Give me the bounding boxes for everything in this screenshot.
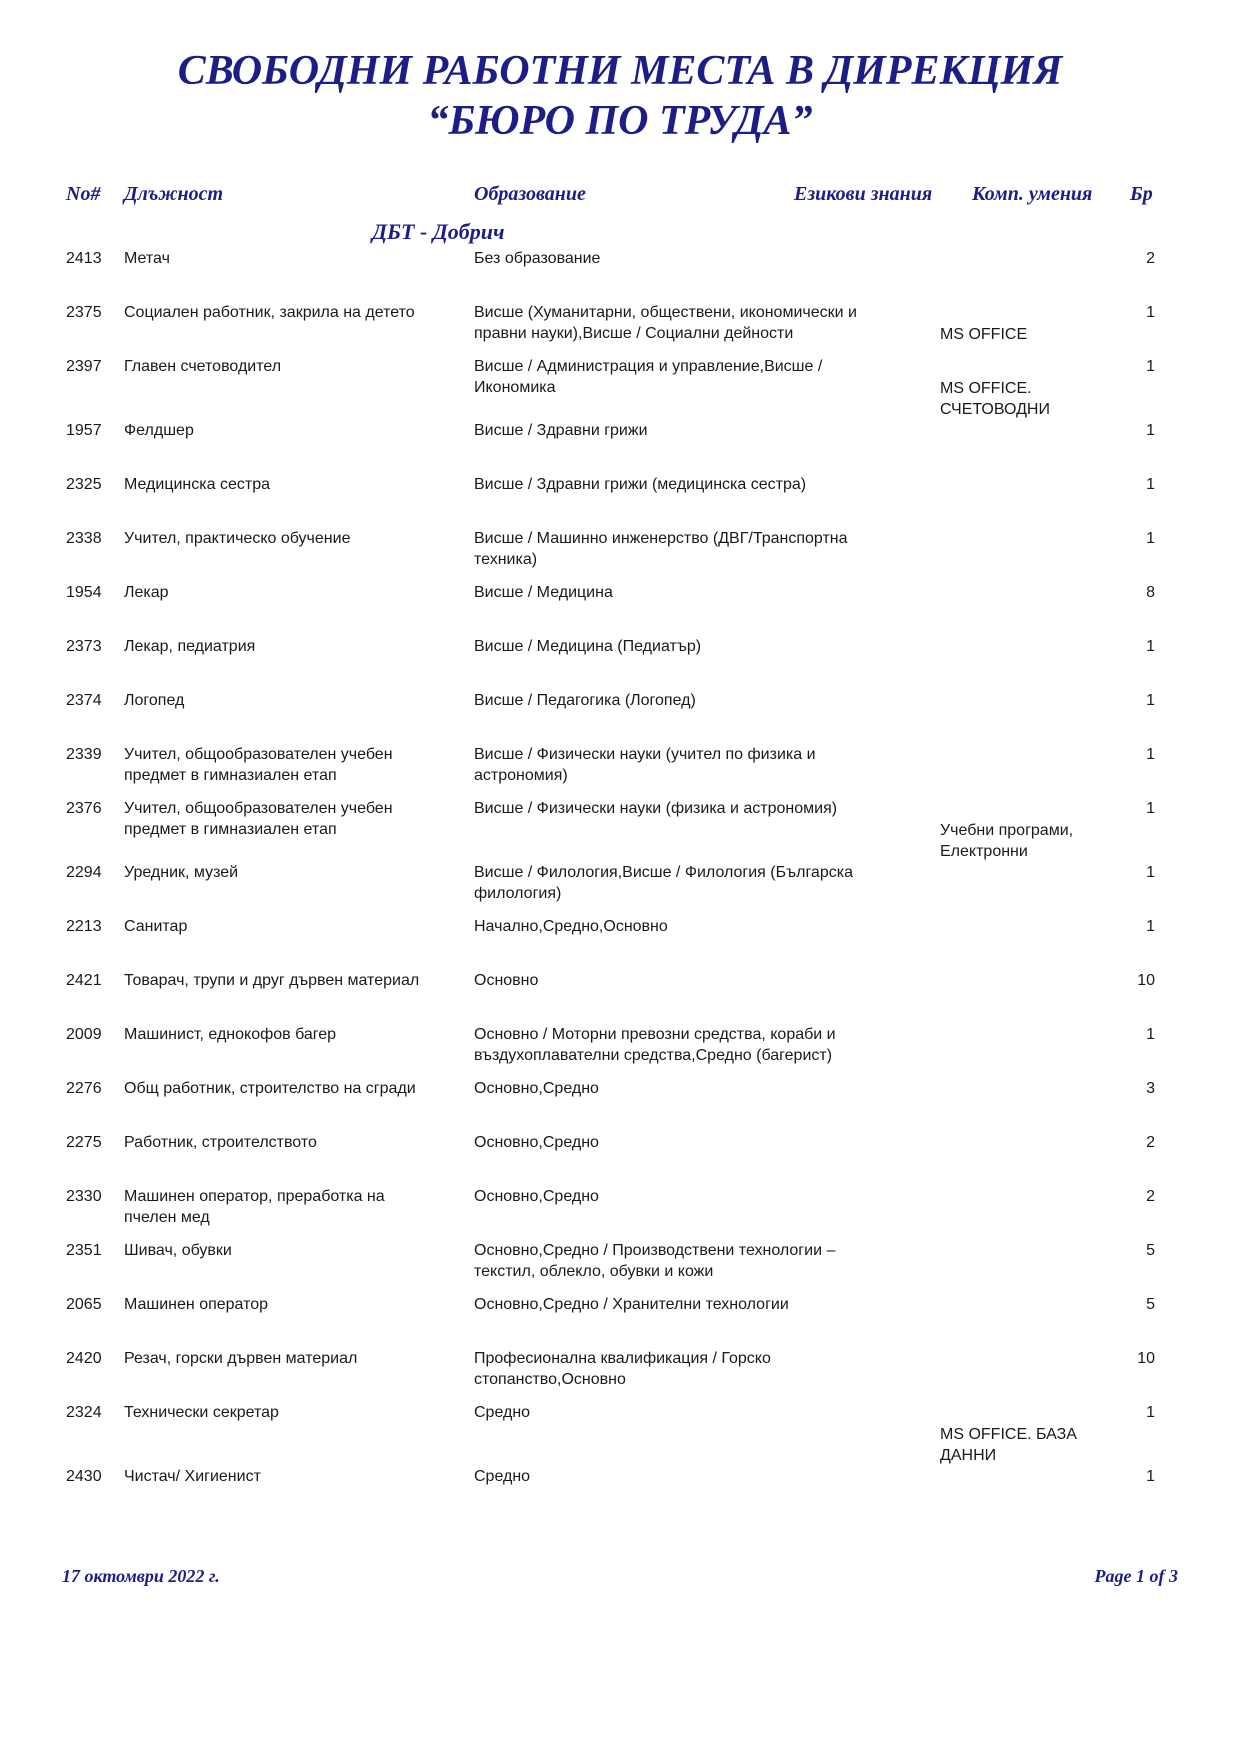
cell-education: Начално,Средно,Основно [474,918,668,935]
cell-position: Общ работник, строителство на сгради [124,1080,416,1097]
table-row [0,1348,1240,1402]
section-header: ДБТ - Добрич [372,219,505,244]
cell-education: Основно,Средно [474,1188,599,1205]
cell-no: 2420 [66,1350,102,1367]
page-footer [62,1566,1178,1587]
cell-position: Чистач/ Хигиенист [124,1468,261,1485]
table-row [0,798,1240,862]
cell-no: 2373 [66,638,102,655]
table-row [0,1078,1240,1132]
cell-position: Товарач, трупи и друг дървен материал [124,972,420,989]
cell-position: Учител, практическо обучение [124,530,351,547]
cell-computer [940,582,1095,604]
cell-education: Висше / Здравни грижи [474,422,648,439]
cell-computer [940,1240,1095,1262]
cell-computer [940,1024,1095,1046]
table-row [0,356,1240,420]
cell-education: Основно,Средно / Хранителни технологии [474,1296,789,1313]
cell-count: 10 [1137,1350,1155,1367]
table-row [0,1132,1240,1186]
cell-count: 1 [1146,918,1155,935]
cell-education: Основно,Средно [474,1080,599,1097]
cell-count: 1 [1146,476,1155,493]
table-header [0,183,1240,209]
cell-computer [940,916,1095,938]
cell-count: 1 [1146,358,1155,375]
cell-count: 10 [1137,972,1155,989]
table-row [0,248,1240,302]
cell-count: 2 [1146,1188,1155,1205]
cell-computer [940,1466,1095,1488]
cell-count: 2 [1146,1134,1155,1151]
cell-education: Средно [474,1468,531,1485]
table-row [0,1402,1240,1466]
page-title-line1: СВОБОДНИ РАБОТНИ МЕСТА В ДИРЕКЦИЯ [177,48,1063,94]
cell-computer: MS OFFICE. БАЗА ДАННИ [940,1426,1077,1464]
table-row [0,1024,1240,1078]
cell-no: 2421 [66,972,102,989]
table-row [0,690,1240,744]
table-row [0,636,1240,690]
table-row [0,1186,1240,1240]
table-row [0,582,1240,636]
cell-position: Фелдшер [124,422,194,439]
cell-education: Висше / Физически науки (учител по физика и астрономия) [474,746,816,784]
cell-no: 2339 [66,746,102,763]
cell-no: 2376 [66,800,102,817]
column-header-computer: Комп. умения [972,183,1093,205]
cell-education: Висше / Медицина (Педиатър) [474,638,702,655]
vacancies-table [0,248,1240,1520]
cell-count: 1 [1146,692,1155,709]
cell-count: 1 [1146,304,1155,321]
cell-no: 2351 [66,1242,102,1259]
cell-count: 3 [1146,1080,1155,1097]
cell-education: Висше / Машинно инженерство (ДВГ/Транспортна техника) [474,530,848,568]
cell-count: 2 [1146,250,1155,267]
cell-position: Медицинска сестра [124,476,270,493]
cell-education: Основно,Средно / Производствени технологии – текстил, облекло, обувки и кожи [474,1242,836,1280]
table-row [0,1240,1240,1294]
cell-computer: MS OFFICE. СЧЕТОВОДНИ [940,380,1050,418]
cell-position: Социален работник, закрила на детето [124,304,415,321]
cell-computer [940,970,1095,992]
cell-no: 2375 [66,304,102,321]
cell-education: Основно,Средно [474,1134,599,1151]
table-row [0,970,1240,1024]
cell-count: 1 [1146,800,1155,817]
table-row [0,1294,1240,1348]
cell-count: 1 [1146,638,1155,655]
cell-computer [940,474,1095,496]
cell-no: 2430 [66,1468,102,1485]
cell-computer [940,1348,1095,1370]
cell-education: Висше / Педагогика (Логопед) [474,692,696,709]
cell-computer [940,862,1095,884]
cell-education: Висше / Здравни грижи (медицинска сестра) [474,476,807,493]
cell-count: 1 [1146,1468,1155,1485]
cell-no: 1957 [66,422,102,439]
cell-position: Санитар [124,918,188,935]
cell-education: Без образование [474,250,601,267]
cell-count: 1 [1146,746,1155,763]
column-header-count: Бр [1130,183,1153,205]
cell-no: 2275 [66,1134,102,1151]
cell-education: Средно [474,1404,531,1421]
table-row [0,916,1240,970]
cell-count: 1 [1146,422,1155,439]
cell-computer: MS OFFICE [940,326,1028,343]
footer-page-number: Page 1 of 3 [1094,1566,1178,1586]
table-row [0,474,1240,528]
cell-no: 2065 [66,1296,102,1313]
cell-computer [940,1132,1095,1154]
cell-count: 1 [1146,1026,1155,1043]
column-header-no: No# [66,183,101,205]
page-title-line2: “БЮРО ПО ТРУДА” [427,98,813,144]
cell-count: 1 [1146,530,1155,547]
cell-position: Уредник, музей [124,864,239,881]
cell-no: 2397 [66,358,102,375]
cell-computer [940,1078,1095,1100]
cell-education: Висше / Филология,Висше / Филология (Българска филология) [474,864,853,902]
cell-no: 2009 [66,1026,102,1043]
cell-education: Основно / Моторни превозни средства, кораби и въздухоплавателни средства,Средно (багерист) [474,1026,836,1064]
cell-position: Технически секретар [124,1404,279,1421]
page-title [0,46,1240,146]
cell-education: Висше / Администрация и управление,Висше / Икономика [474,358,823,396]
cell-computer [940,636,1095,658]
cell-computer [940,528,1095,550]
cell-computer [940,690,1095,712]
cell-position: Метач [124,250,170,267]
cell-no: 2413 [66,250,102,267]
column-header-position: Длъжност [124,183,224,205]
cell-computer [940,420,1095,442]
cell-count: 5 [1146,1296,1155,1313]
cell-education: Висше (Хуманитарни, обществени, икономически и правни науки),Висше / Социални дейности [474,304,857,342]
cell-position: Машинен оператор, преработка на пчелен мед [124,1188,385,1226]
cell-position: Учител, общообразователен учебен предмет в гимназиален етап [124,746,393,784]
column-header-education: Образование [474,183,586,205]
cell-position: Машинен оператор [124,1296,269,1313]
cell-no: 2338 [66,530,102,547]
cell-count: 1 [1146,1404,1155,1421]
footer-date: 17 октомври 2022 г. [62,1566,220,1586]
cell-position: Лекар [124,584,169,601]
cell-education: Висше / Медицина [474,584,613,601]
column-header-language: Езикови знания [794,183,933,205]
table-row [0,302,1240,356]
cell-education: Основно [474,972,539,989]
cell-computer [940,1186,1095,1208]
cell-no: 2276 [66,1080,102,1097]
cell-position: Главен счетоводител [124,358,282,375]
cell-position: Резач, горски дървен материал [124,1350,358,1367]
cell-education: Професионална квалификация / Горско стопанство,Основно [474,1350,771,1388]
cell-no: 1954 [66,584,102,601]
cell-count: 8 [1146,584,1155,601]
cell-no: 2324 [66,1404,102,1421]
cell-position: Учител, общообразователен учебен предмет в гимназиален етап [124,800,393,838]
cell-count: 1 [1146,864,1155,881]
cell-position: Логопед [124,692,185,709]
cell-no: 2330 [66,1188,102,1205]
cell-no: 2213 [66,918,102,935]
cell-no: 2374 [66,692,102,709]
cell-position: Шивач, обувки [124,1242,232,1259]
cell-no: 2325 [66,476,102,493]
table-row [0,1466,1240,1520]
cell-computer [940,1294,1095,1316]
table-row [0,528,1240,582]
table-row [0,420,1240,474]
cell-position: Машинист, еднокофов багер [124,1026,337,1043]
cell-position: Работник, строителството [124,1134,317,1151]
table-row [0,744,1240,798]
cell-position: Лекар, педиатрия [124,638,256,655]
table-row [0,862,1240,916]
cell-computer: Учебни програми, Електронни [940,822,1074,860]
cell-count: 5 [1146,1242,1155,1259]
cell-computer [940,744,1095,766]
cell-no: 2294 [66,864,102,881]
cell-computer [940,248,1095,270]
cell-education: Висше / Физически науки (физика и астрономия) [474,800,838,817]
